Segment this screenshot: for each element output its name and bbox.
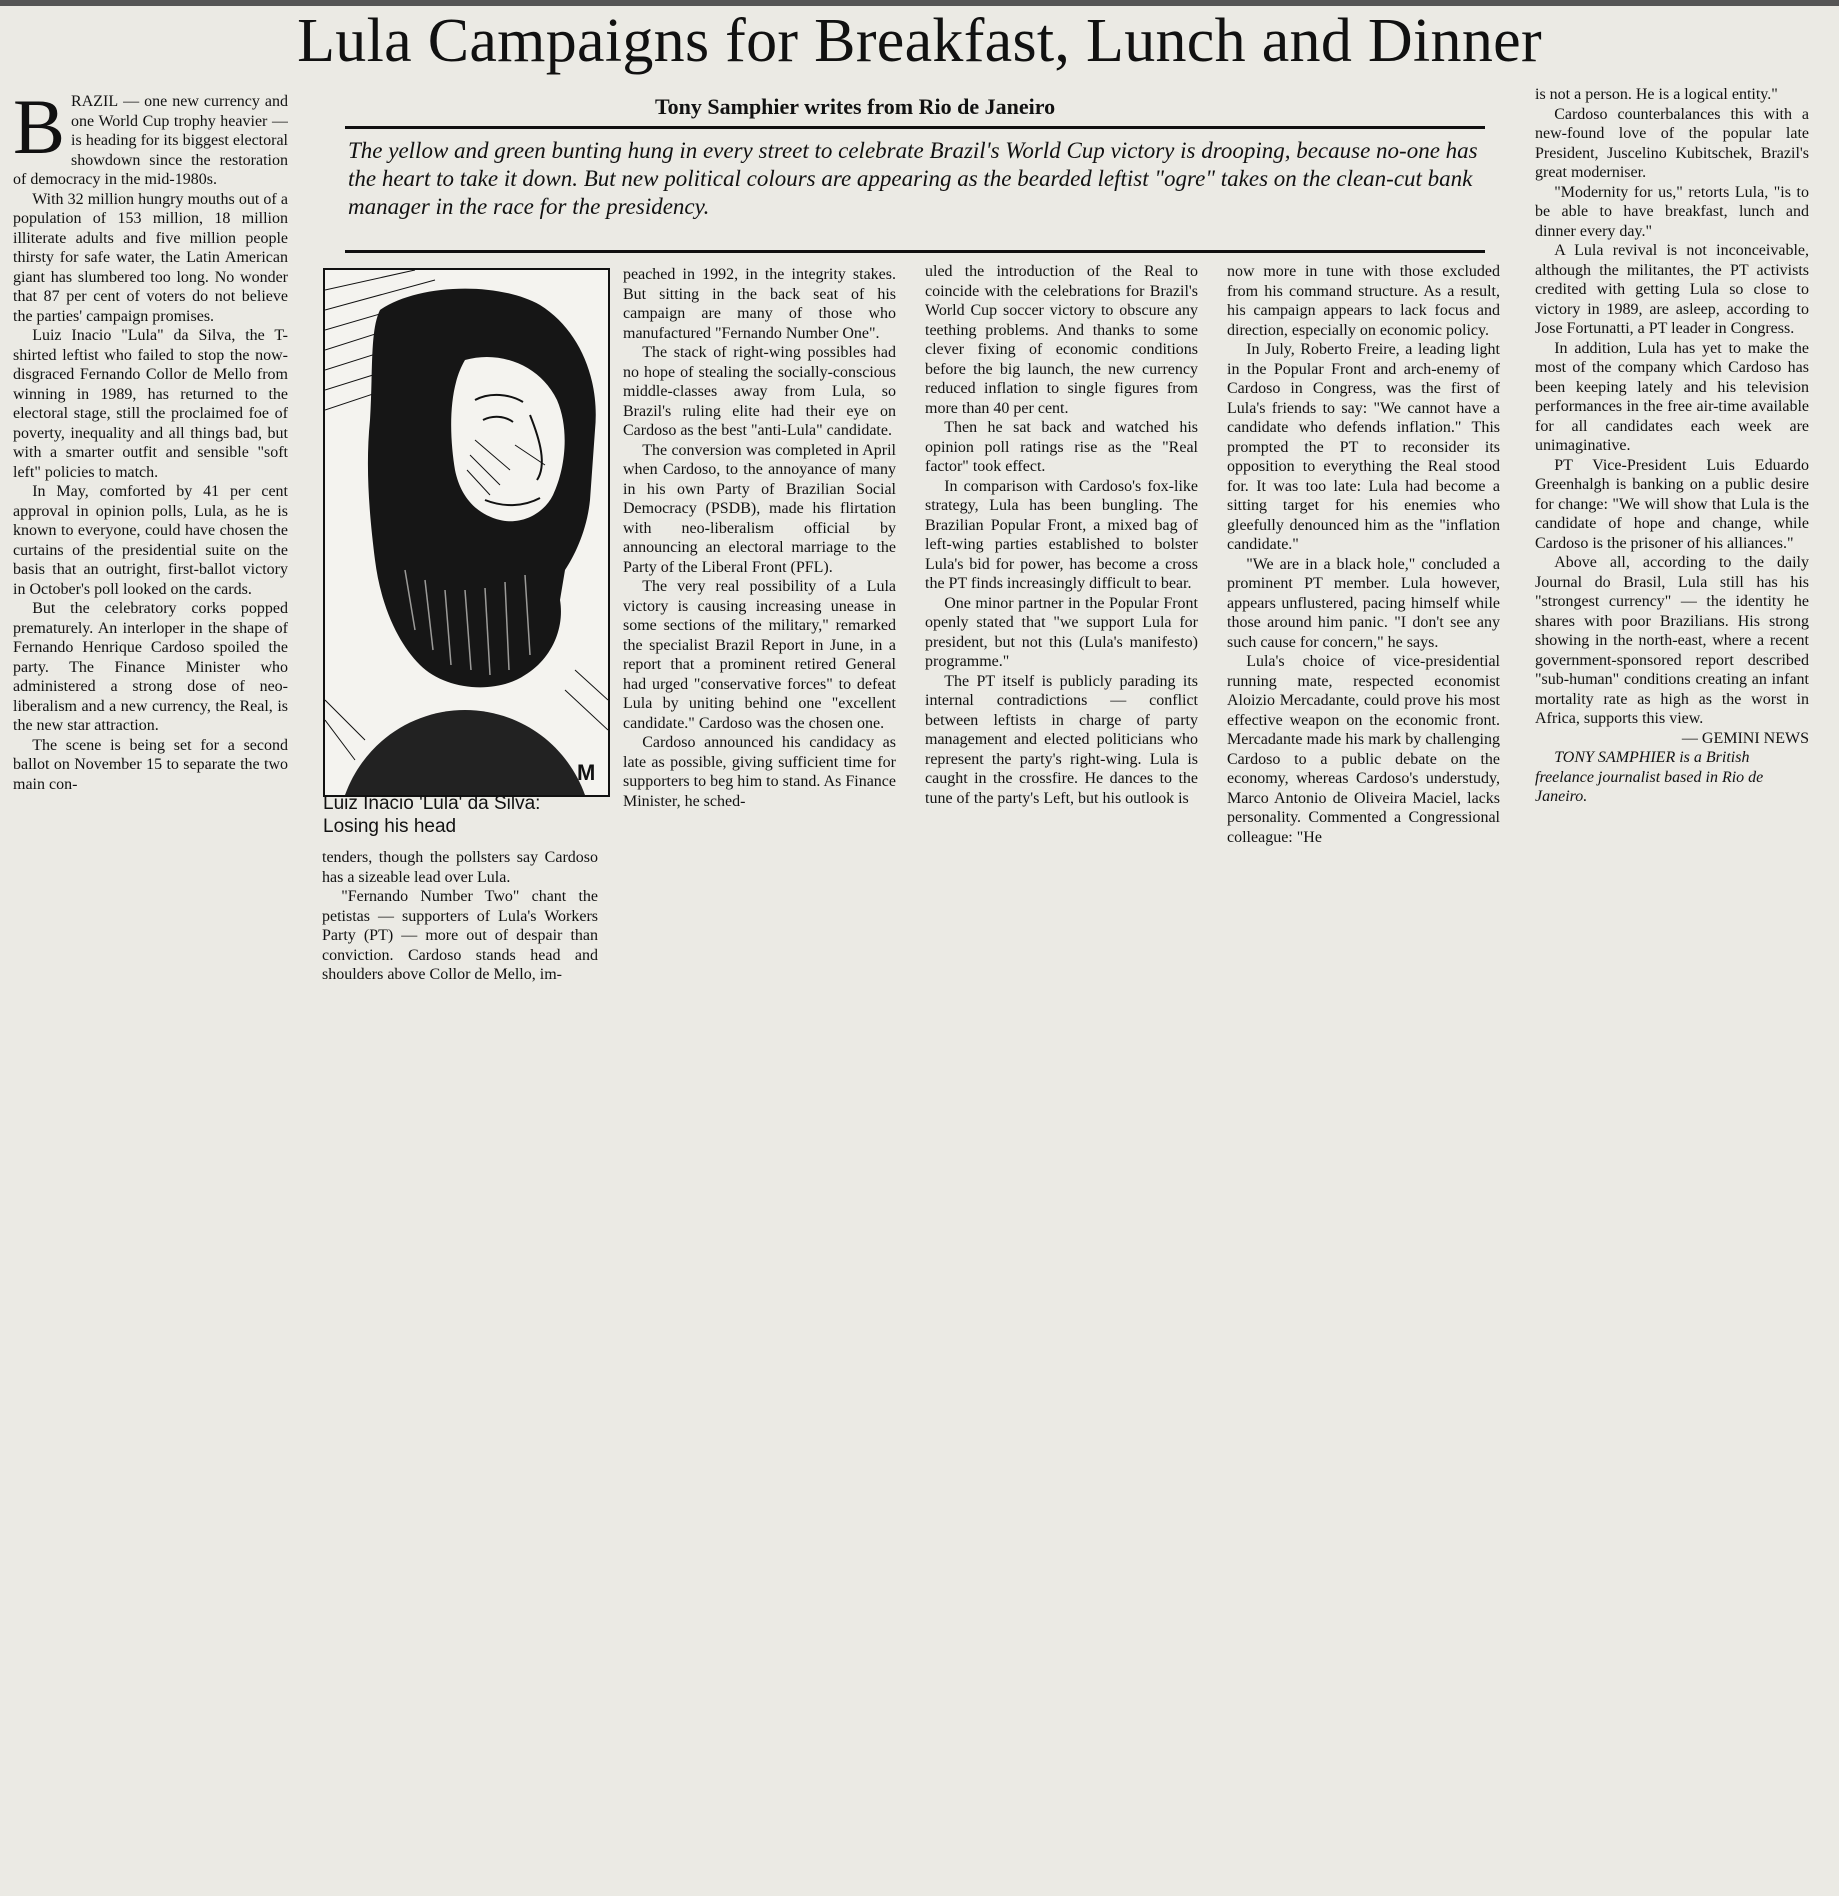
paragraph: Luiz Inacio "Lula" da Silva, the T-shirted leftist who failed to stop the now-disgraced Fernando Collor de Mello from winning in 1989, has returned to the electoral stage, still the proclaimed foe of poverty, inequality and all things bad, but with a smarter outfit and sensible "soft left" policies to match. — [13, 327, 288, 481]
standfirst: The yellow and green bunting hung in every street to celebrate Brazil's World Cup victory is drooping, because no-one has the heart to take it down. But new political colours are appearing as the bearded leftist "ogre" takes on the clean-cut bank manager in the race for the presidency. — [348, 138, 1478, 219]
news-agency-signoff: — GEMINI NEWS — [1681, 729, 1809, 747]
paragraph: tenders, though the pollsters say Cardoso has a sizeable lead over Lula. — [322, 849, 598, 886]
lula-portrait-illustration — [323, 268, 610, 797]
caption-line-2: Losing his head — [323, 816, 457, 837]
artist-mark: M — [577, 760, 596, 785]
paragraph: "We are in a black hole," concluded a prominent PT member. Lula however, appears unflustered, pacing himself while those around him panic. "I don't see any such cause for concern," he says. — [1227, 555, 1500, 651]
article-column-1 — [13, 92, 288, 1140]
paragraph: Cardoso counterbalances this with a new-found love of the popular late President, Juscelino Kubitschek, Brazil's great moderniser. — [1535, 105, 1809, 181]
drop-cap: B — [13, 92, 66, 170]
paragraph: uled the introduction of the Real to coincide with the celebrations for Brazil's World Cup soccer victory to obscure any teething problems. And thanks to some clever fixing of economic conditions before the big launch, the new currency reduced inflation to single figures from more than 40 per cent. — [925, 263, 1198, 417]
portrait-sketch-icon — [325, 270, 608, 795]
lead-paragraph — [13, 92, 288, 190]
article-column-2 — [322, 848, 598, 1896]
paragraph: "Modernity for us," retorts Lula, "is to be able to have breakfast, lunch and dinner every day." — [1535, 183, 1809, 240]
paragraph: With 32 million hungry mouths out of a population of 153 million, 18 million illiterate adults and five million people thirsty for safe water, the Latin American giant has slumbered too long. No wonder that 87 per cent of voters do not believe the parties' campaign promises. — [13, 190, 288, 325]
photo-caption — [323, 792, 623, 838]
paragraph: The PT itself is publicly parading its internal contradictions — conflict between leftists in charge of party management and elected politicians who represent the party's right-wing. Lula is caught in the crossfire. He dances to the tune of the party's Left, but his outlook is — [925, 672, 1198, 807]
paragraph: Cardoso announced his candidacy as late as possible, giving sufficient time for supporters to beg him to stand. As Finance Minister, he sched- — [623, 734, 896, 810]
standfirst-top-rule — [345, 126, 1485, 129]
paragraph: In May, comforted by 41 per cent approval in opinion polls, Lula, as he is known to everyone, could have chosen the curtains of the presidential suite on the basis that an outright, first-ballot victory in October's poll looked on the cards. — [13, 483, 288, 598]
paragraph: Then he sat back and watched his opinion poll ratings rise as the "Real factor" took effect. — [925, 419, 1198, 475]
paragraph: "Fernando Number Two" chant the petistas — supporters of Lula's Workers Party (PT) — more out of despair than conviction. Cardoso stands head and shoulders above Collor de Mello, im- — [322, 888, 598, 983]
paragraph: In comparison with Cardoso's fox-like strategy, Lula has been bungling. The Brazilian Popular Front, a mixed bag of left-wing parties established to bolster Lula's bid for power, has become a cross the PT finds increasingly difficult to bear. — [925, 477, 1198, 592]
paragraph: PT Vice-President Luis Eduardo Greenhalgh is banking on a public desire for change: "We will show that Lula is the candidate of hope and change, while Cardoso is the prisoner of his alliances." — [1535, 456, 1809, 552]
paragraph: is not a person. He is a logical entity." — [1535, 86, 1778, 103]
paragraph: But the celebratory corks popped prematurely. An interloper in the shape of Fernando Henrique Cardoso spoiled the party. The Finance Minister who administered a strong dose of neo-liberalism and a new currency, the Real, is the new star attraction. — [13, 600, 288, 734]
paragraph: The conversion was completed in April when Cardoso, to the annoyance of many in his own Party of Brazilian Social Democracy (PSDB), made his flirtation with neo-liberalism official by announcing an electoral marriage to the Party of the Liberal Front (PFL). — [623, 441, 896, 576]
paragraph: The stack of right-wing possibles had no hope of stealing the socially-conscious middle-classes away from Lula, so Brazil's ruling elite had their eye on Cardoso as the best "anti-Lula" candidate. — [623, 344, 896, 439]
caption-line-1: Luiz Inacio 'Lula' da Silva: — [323, 793, 541, 814]
paragraph: A Lula revival is not inconceivable, although the militantes, the PT activists credited with getting Lula so close to victory in 1989, are asleep, according to Jose Fortunatti, a PT leader in Congress. — [1535, 242, 1809, 337]
paragraph: Lula's choice of vice-presidential running mate, respected economist Aloizio Mercadante, could prove his most effective weapon on the economic front. Mercadante made his mark by challenging Cardoso to a public debate on the economy, whereas Cardoso's understudy, Marco Antonio de Oliveira Maciel, lacks personality. Commented a Congressional colleague: "He — [1227, 653, 1500, 846]
paragraph: Above all, according to the daily Journal do Brasil, Lula still has his "strongest currency" — the identity he shares with poor Brazilians. His strong showing in the north-east, where a recent government-sponsored report described "sub-human" conditions creating an infant mortality rate as high as the worst in Africa, supports this view. — [1535, 554, 1809, 727]
lead-text: — one new currency and one World Cup trophy heavier — is heading for its biggest electoral showdown since the restoration of democracy in the mid-1980s. — [13, 93, 288, 188]
article-column-6 — [1535, 85, 1809, 1133]
paragraph: One minor partner in the Popular Front openly stated that "we support Lula for president, but not this (Lula's manifesto) programme." — [925, 594, 1198, 670]
article-column-4 — [925, 262, 1198, 1310]
paragraph: In addition, Lula has yet to make the most of the company which Cardoso has been keeping lately and his television performances in the free air-time available for all candidates each week are unimaginative. — [1535, 339, 1809, 454]
paragraph: The very real possibility of a Lula victory is causing increasing unease in some sections of the military," remarked the specialist Brazil Report in June, in a report that a prominent retired General had urged "conservative forces" to defeat Lula by uniting behind one "excellent candidate." Cardoso was the chosen one. — [623, 578, 896, 732]
standfirst-bottom-rule — [345, 250, 1485, 253]
article-column-5 — [1227, 262, 1500, 1310]
article-column-3 — [623, 265, 896, 1313]
paragraph: now more in tune with those excluded from his command structure. As a result, his campaign appears to lack focus and direction, especially on economic policy. — [1227, 263, 1500, 339]
byline: Tony Samphier writes from Rio de Janeiro — [655, 94, 1056, 119]
lead-word: RAZIL — [71, 93, 119, 110]
paragraph: The scene is being set for a second ballot on November 15 to separate the two main con- — [13, 736, 288, 793]
paragraph: In July, Roberto Freire, a leading light in the Popular Front and arch-enemy of Cardoso in Congress, was the first of Lula's friends to say: "We cannot have a candidate who defends inflation." This prompted the PT to reconsider its opposition to everything the Real stood for. It was too late: Lula had become a sitting target for his enemies who gleefully denounced him as the "inflation candidate." — [1227, 341, 1500, 553]
author-credit: TONY SAMPHIER is a British freelance journalist based in Rio de Janeiro. — [1535, 749, 1764, 805]
paragraph: peached in 1992, in the integrity stakes. But sitting in the back seat of his campaign are many of those who manufactured "Fernando Number One". — [623, 266, 896, 342]
headline: Lula Campaigns for Breakfast, Lunch and Dinner — [297, 7, 1542, 75]
